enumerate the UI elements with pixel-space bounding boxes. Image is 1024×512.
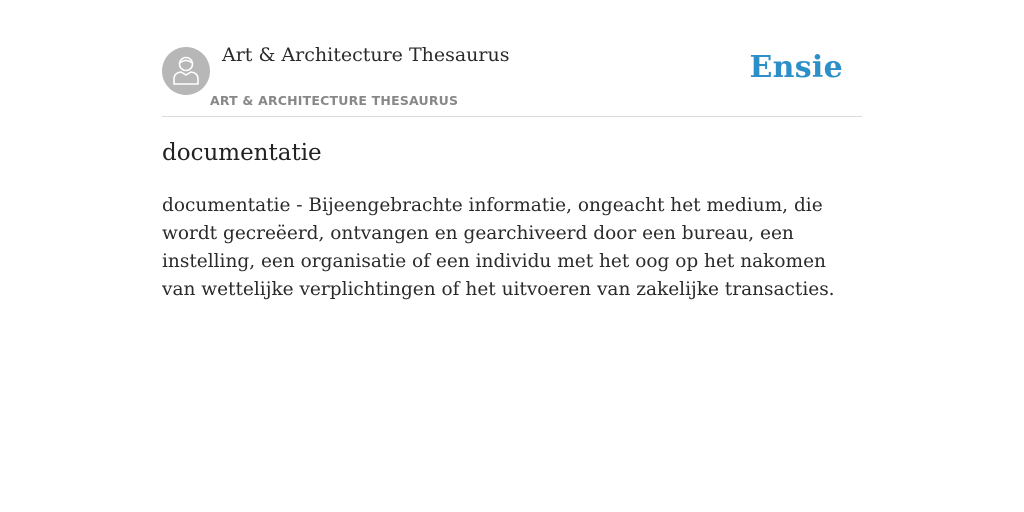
entry-title: documentatie — [162, 140, 322, 166]
avatar[interactable] — [162, 47, 210, 95]
entry-definition: documentatie - Bijeengebrachte informatie, ongeacht het medium, die wordt gecreëerd, ontvangen en gearchiveerd door een bureau, een instelling, een organisatie of een individu met het oog op het nakomen van wettelijke verplichtingen of het uitvoeren van zakelijke transacties. — [162, 195, 835, 300]
user-icon — [172, 55, 200, 85]
brand-logo-link[interactable]: Ensie — [749, 50, 843, 85]
entry-header — [162, 40, 862, 117]
author-link[interactable]: Art & Architecture Thesaurus — [222, 44, 510, 66]
source-label: ART & ARCHITECTURE THESAURUS — [210, 93, 459, 108]
